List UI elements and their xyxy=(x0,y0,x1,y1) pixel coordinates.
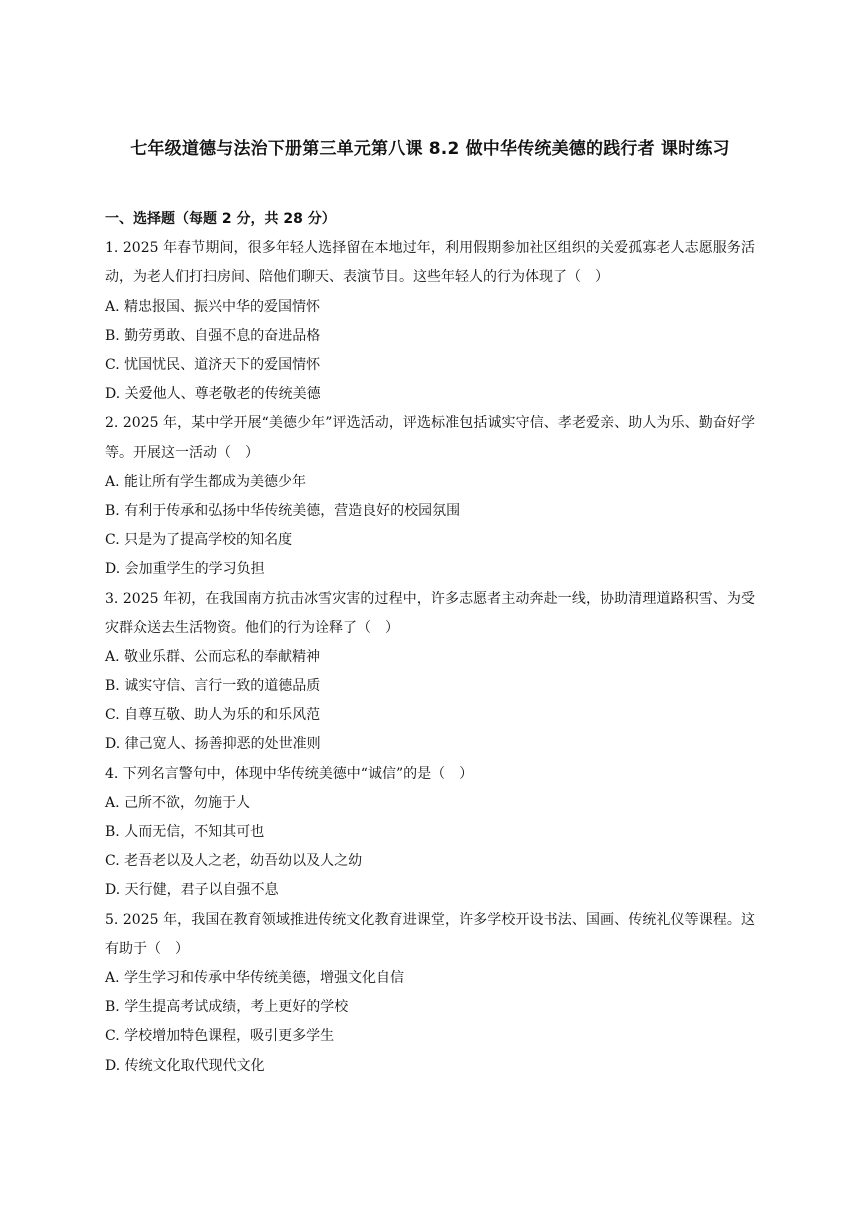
option-d: D. 律己宽人、扬善抑恶的处世准则 xyxy=(105,736,321,753)
question-5 xyxy=(105,906,755,1081)
option-b: B. 人而无信，不知其可也 xyxy=(105,824,265,841)
question-stem: 4. 下列名言警句中，体现中华传统美德中“诚信”的是（ ） xyxy=(105,765,474,782)
option-c: C. 忧国忧民、道济天下的爱国情怀 xyxy=(105,356,321,373)
question-2 xyxy=(105,409,755,584)
question-stem: 5. 2025 年，我国在教育领域推进传统文化教育进课堂，许多学校开设书法、国画、传统礼仪等课程。这有助于（ ） xyxy=(105,911,755,957)
option-a: A. 学生学习和传承中华传统美德，增强文化自信 xyxy=(105,970,405,987)
question-1 xyxy=(105,234,755,409)
question-4 xyxy=(105,760,755,906)
option-a: A. 能让所有学生都成为美德少年 xyxy=(105,473,307,490)
option-c: C. 老吾老以及人之老，幼吾幼以及人之幼 xyxy=(105,853,363,870)
section-heading: 一、选择题（每题 2 分，共 28 分） xyxy=(105,211,336,227)
option-d: D. 传统文化取代现代文化 xyxy=(105,1057,265,1074)
option-a: A. 敬业乐群、公而忘私的奉献精神 xyxy=(105,648,321,665)
option-c: C. 自尊互敬、助人为乐的和乐风范 xyxy=(105,707,321,724)
option-a: A. 己所不欲，勿施于人 xyxy=(105,794,251,811)
option-a: A. 精忠报国、振兴中华的爱国情怀 xyxy=(105,298,321,315)
question-3 xyxy=(105,585,755,760)
document-title: 七年级道德与法治下册第三单元第八课 8.2 做中华传统美德的践行者 课时练习 xyxy=(130,139,730,159)
option-d: D. 天行健，君子以自强不息 xyxy=(105,882,279,899)
document-body xyxy=(105,205,755,1081)
question-stem: 2. 2025 年，某中学开展“美德少年”评选活动，评选标准包括诚实守信、孝老爱亲、助人为乐、勤奋好学等。开展这一活动（ ） xyxy=(105,415,755,461)
question-stem: 3. 2025 年初，在我国南方抗击冰雪灾害的过程中，许多志愿者主动奔赴一线，协助清理道路积雪、为受灾群众送去生活物资。他们的行为诠释了（ ） xyxy=(105,590,755,636)
question-stem: 1. 2025 年春节期间，很多年轻人选择留在本地过年，利用假期参加社区组织的关爱孤寡老人志愿服务活动，为老人们打扫房间、陪他们聊天、表演节目。这些年轻人的行为体现了（ ） xyxy=(105,240,755,286)
option-b: B. 学生提高考试成绩，考上更好的学校 xyxy=(105,999,349,1016)
option-b: B. 诚实守信、言行一致的道德品质 xyxy=(105,678,321,695)
option-d: D. 会加重学生的学习负担 xyxy=(105,561,265,578)
option-c: C. 学校增加特色课程，吸引更多学生 xyxy=(105,1028,335,1045)
option-d: D. 关爱他人、尊老敬老的传统美德 xyxy=(105,386,321,403)
option-b: B. 勤劳勇敢、自强不息的奋进品格 xyxy=(105,327,321,344)
option-c: C. 只是为了提高学校的知名度 xyxy=(105,532,293,549)
option-b: B. 有利于传承和弘扬中华传统美德，营造良好的校园氛围 xyxy=(105,502,461,519)
